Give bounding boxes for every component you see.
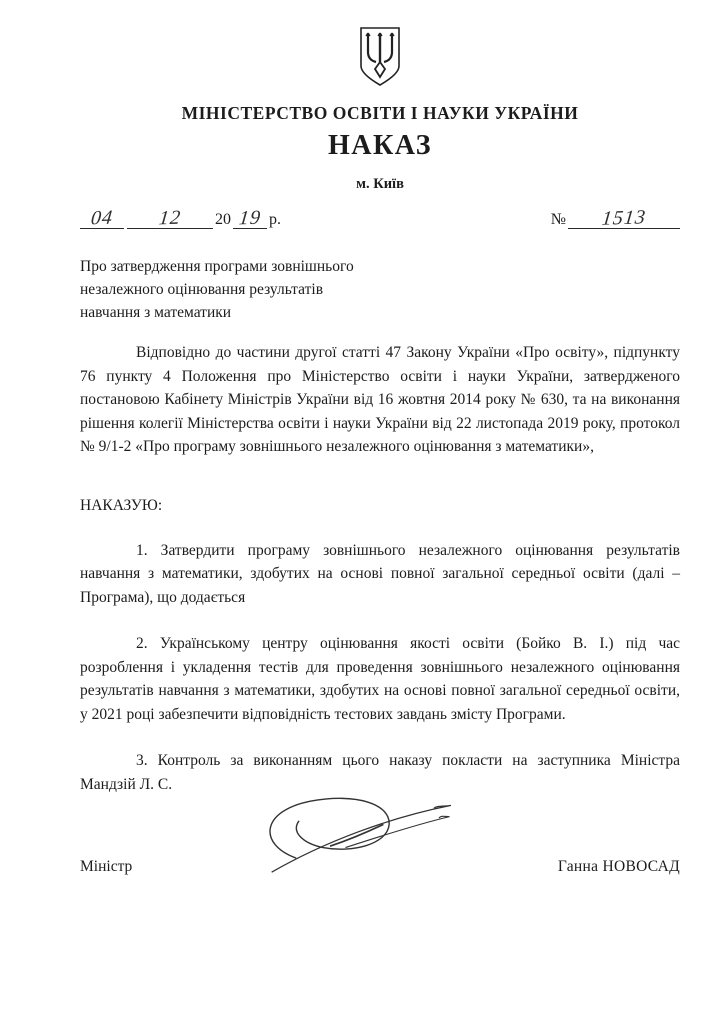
date-year-field — [233, 207, 267, 229]
order-item-3: 3. Контроль за виконанням цього наказу покласти на заступника Міністра Мандзій Л. С. — [80, 752, 680, 793]
number-sign: № — [550, 211, 566, 228]
order-number-field — [568, 207, 680, 229]
date-block — [80, 207, 281, 229]
date-year-prefix: 20 — [215, 211, 231, 228]
signer-name: Ганна НОВОСАД — [557, 858, 680, 875]
ukraine-coat-of-arms-icon — [80, 26, 680, 93]
order-item-1: 1. Затвердити програму зовнішнього незалежного оцінювання результатів навчання з математики, здобутих на основі повної загальної середньої освіти (далі – Програма), що додається — [80, 541, 680, 606]
order-number-block — [551, 207, 680, 229]
order-word: НАКАЗУЮ: — [80, 496, 163, 514]
date-number-row — [80, 207, 680, 229]
date-year-value: 19 — [237, 206, 263, 230]
handwritten-signature-icon — [240, 786, 465, 886]
date-day-value: 04 — [89, 206, 115, 230]
date-day-field — [80, 207, 124, 229]
city-label: м. Київ — [356, 176, 404, 192]
ministry-name: МІНІСТЕРСТВО ОСВІТИ І НАУКИ УКРАЇНИ — [181, 103, 579, 123]
document-type-title: НАКАЗ — [327, 130, 433, 161]
preamble-paragraph: Відповідно до частини другої статті 47 Закону України «Про освіту», підпункту 76 пункту 4 Положення про Міністерство освіти і науки України, затвердженого постановою Кабінету Міністрів України від 16 жовтня 2014 року № 630, та на виконання рішення колегії Міністерства освіти і науки України від 22 листопада 2019 року, протокол № 9/1-2 «Про програму зовнішнього незалежного оцінювання з математики», — [80, 344, 680, 455]
date-month-field — [127, 207, 213, 229]
order-subject: Про затвердження програми зовнішнього незалежного оцінювання результатів навчання з математики — [80, 258, 354, 321]
date-month-value: 12 — [157, 206, 183, 230]
signature-row — [80, 858, 680, 876]
order-item-2: 2. Українському центру оцінювання якості освіти (Бойко В. І.) під час розроблення і укладення тестів для проведення зовнішнього незалежного оцінювання результатів навчання з математики, здобутих на основі повної загальної середньої освіти, у 2021 році забезпечити відповідність тестових завдань змісту Програми. — [80, 635, 680, 723]
signer-position: Міністр — [80, 858, 133, 875]
date-year-label: р. — [269, 211, 281, 228]
order-number-value: 1513 — [600, 206, 648, 230]
